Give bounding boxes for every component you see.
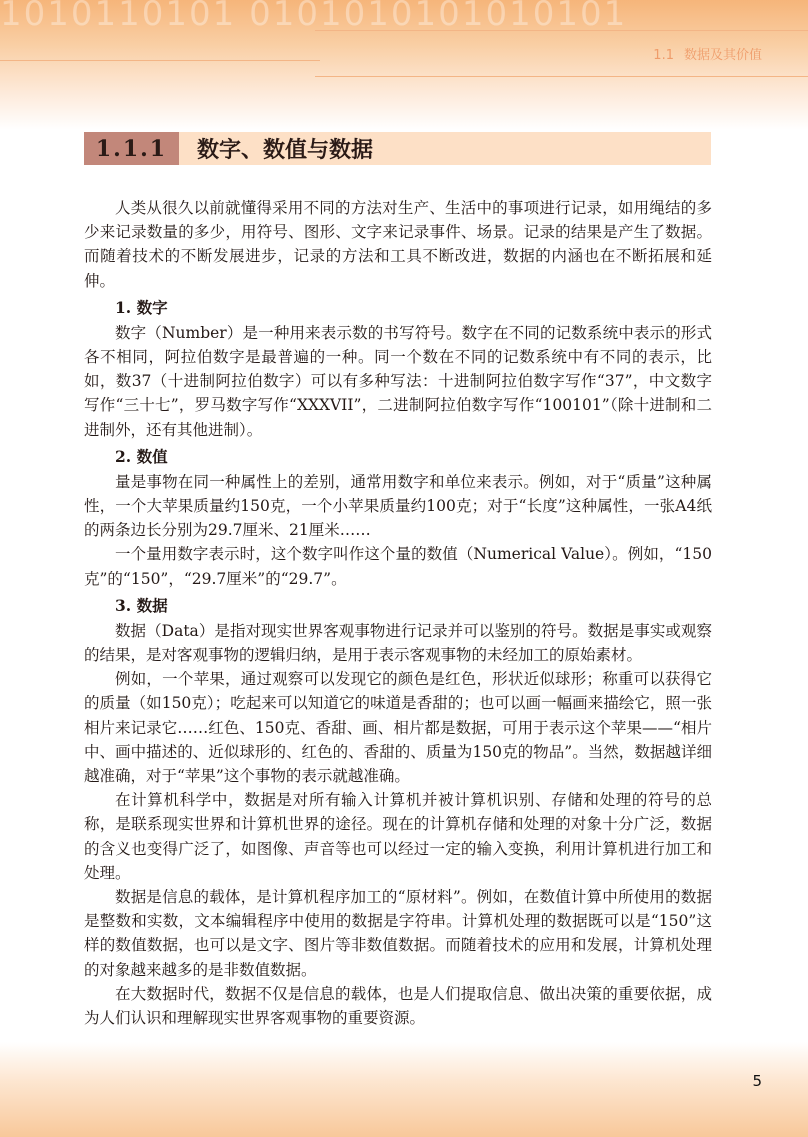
section-number: 1.1.1	[84, 132, 179, 165]
paragraph-data-4: 数据是信息的载体，是计算机程序加工的“原材料”。例如，在数值计算中所使用的数据是整数和实数，文本编辑程序中使用的数据是字符串。计算机处理的数据既可以是“150”这样的数值数据，也可以是文字、图片等非数值数据。而随着技术的应用和发展，计算机处理的对象越来越多的是非数值数据。	[84, 888, 712, 979]
subheading-data: 3. 数据	[115, 595, 168, 615]
paragraph-data-3: 在计算机科学中，数据是对所有输入计算机并被计算机识别、存储和处理的符号的总称，是联系现实世界和计算机世界的途径。现在的计算机存储和处理的对象十分广泛，数据的含义也变得广泛了，如图像、声音等也可以经过一定的输入变换，利用计算机进行加工和处理。	[84, 791, 712, 882]
paragraph-data-5: 在大数据时代，数据不仅是信息的载体，也是人们提取信息、做出决策的重要依据，成为人们认识和理解现实世界客观事物的重要资源。	[84, 984, 712, 1028]
subheading-value: 2. 数值	[115, 446, 168, 466]
header-banner	[0, 0, 808, 130]
paragraph-value-1: 量是事物在同一种属性上的差别，通常用数字和单位来表示。例如，对于“质量”这种属性，一个大苹果质量约150克，一个小苹果质量约100克；对于“长度”这种属性，一张A4纸的两条边长分别为29.7厘米、21厘米……	[84, 472, 712, 540]
footer-banner	[0, 1042, 808, 1137]
header-rule	[0, 60, 320, 61]
paragraph-data-1: 数据（Data）是指对现实世界客观事物进行记录并可以鉴别的符号。数据是事实或观察的结果，是对客观事物的逻辑归纳，是用于表示客观事物的未经加工的原始素材。	[84, 621, 712, 665]
running-head-number: 1.1	[653, 48, 674, 63]
paragraph-value-2: 一个量用数字表示时，这个数字叫作这个量的数值（Numerical Value）。例如，“150克”的“150”，“29.7厘米”的“29.7”。	[84, 545, 712, 588]
page-number: 5	[752, 1072, 762, 1090]
paragraph-intro: 人类从很久以前就懂得采用不同的方法对生产、生活中的事项进行记录，如用绳结的多少来记录数量的多少，用符号、图形、文字来记录事件、场景。记录的结果是产生了数据。而随着技术的不断发展进步，记录的方法和工具不断改进，数据的内涵也在不断拓展和延伸。	[84, 199, 712, 290]
subheading-number: 1. 数字	[115, 297, 168, 317]
paragraph-data-2: 例如，一个苹果，通过观察可以发现它的颜色是红色，形状近似球形；称重可以获得它的质量（如150克）；吃起来可以知道它的味道是香甜的；也可以画一幅画来描绘它，照一张相片来记录它……红色、150克、香甜、画、相片都是数据，可用于表示这个苹果——“相片中、画中描述的、近似球形的、红色的、香甜的、质量为150克的物品”。当然，数据越详细越准确，对于“苹果”这个事物的表示就越准确。	[84, 670, 712, 786]
running-head-title: 数据及其价值	[683, 48, 762, 63]
section-heading	[84, 132, 711, 165]
paragraph-number: 数字（Number）是一种用来表示数的书写符号。数字在不同的记数系统中表示的形式各不相同，阿拉伯数字是最普遍的一种。同一个数在不同的记数系统中有不同的表示，比如，数37（十进制阿拉伯数字）可以有多种写法：十进制阿拉伯数字写作“37”，中文数字写作“三十七”，罗马数字写作“XXXVII”，二进制阿拉伯数字写作“100101”（除十进制和二进制外，还有其他进制）。	[84, 323, 712, 439]
running-head	[653, 44, 772, 63]
body-text	[84, 196, 712, 1030]
binary-background-decoration: 1010110101 0101010101010101	[0, 0, 628, 34]
section-title: 数字、数值与数据	[197, 137, 374, 163]
